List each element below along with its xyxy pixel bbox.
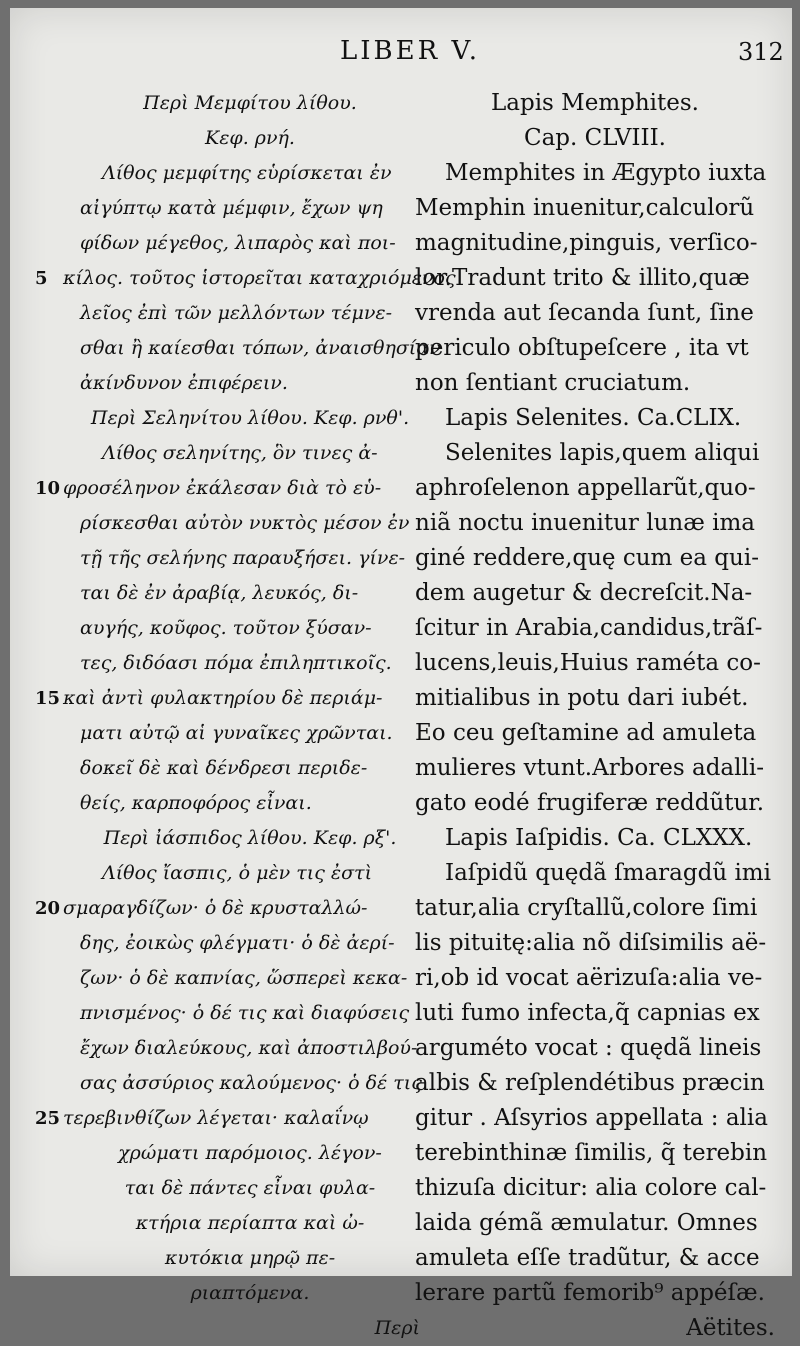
- text-line: Iaſpidũ quędã ſmaragdũ imi: [445, 860, 771, 886]
- text-line: χρώματι παρόμοιος. λέγον-: [118, 1142, 382, 1164]
- text-line: Selenites lapis,quem aliqui: [445, 440, 760, 466]
- book-page: [10, 8, 792, 1341]
- text-line: σθαι ἢ καίεσθαι τόπων, ἀναισθησίαν: [80, 337, 441, 359]
- text-line: πνισμένος· ὁ δέ τις καὶ διαφύσεις: [80, 1002, 410, 1024]
- text-line: 5 κίλος. τοῦτος ἱστορεῖται καταχριόμενος: [80, 261, 420, 296]
- chapter-number: Κεφ. ρνή.: [205, 127, 295, 149]
- greek-text-column: [35, 86, 456, 1346]
- text-line: giné reddere,quę cum ea qui-: [415, 545, 759, 571]
- text-line: niã noctu inuenitur lunæ ima: [415, 510, 756, 536]
- text-line: αυγής, κοῦφος. τοῦτον ξύσαν-: [80, 617, 372, 639]
- text-line: Λίθος μεμφίτης εὑρίσκεται ἐν: [102, 162, 392, 184]
- line-number: 15: [35, 688, 61, 709]
- text-line: δης, ἐοικὼς φλέγματι· ὁ δὲ ἀερί-: [80, 932, 395, 954]
- text-line: lerare partũ femorib⁹ appéſæ.: [415, 1280, 765, 1306]
- line-number: 20: [35, 898, 61, 919]
- line-number: 5: [35, 268, 48, 289]
- text-line: non ſentiant cruciatum.: [415, 370, 691, 396]
- text-line: 15 καὶ ἀντὶ φυλακτηρίου δὲ περιάμ-: [80, 681, 420, 716]
- section-heading: Περὶ Σεληνίτου λίθου. Κεφ. ρνθ'.: [90, 407, 410, 429]
- text-line: dem augetur & decreſcit.Na-: [415, 580, 753, 606]
- text-line: thizuſa dicitur: alia colore cal-: [415, 1175, 767, 1201]
- text-line: gitur . Aſsyrios appellata : alia: [415, 1105, 768, 1131]
- text-line: Memphites in Ægypto iuxta: [445, 160, 767, 186]
- line-number: 10: [35, 478, 61, 499]
- text-line: ριαπτόμενα.: [190, 1282, 310, 1304]
- chapter-number: Cap. CLVIII.: [524, 125, 666, 151]
- text-line: luti fumo infecta,q̃ capnias ex: [415, 1000, 760, 1026]
- text-line: ἀκίνδυνον ἐπιφέρειν.: [80, 372, 288, 394]
- text-line: Λίθος ἴασπις, ὁ μὲν τις ἐστὶ: [102, 862, 373, 884]
- catchword: Aëtites.: [686, 1315, 775, 1341]
- text-line: arguméto vocat : quędã lineis: [415, 1035, 762, 1061]
- text-line: lor.Tradunt trito & illito,quæ: [415, 265, 750, 291]
- text-line: αἰγύπτῳ κατὰ μέμφιν, ἔχων ψη: [80, 197, 383, 219]
- text-line: tatur,alia cryſtallũ,colore ſimi: [415, 895, 758, 921]
- text-line: σας ἀσσύριος καλούμενος· ὁ δέ τις: [80, 1072, 422, 1094]
- text-line: ἔχων διαλεύκους, καὶ ἀποστιλβού-: [80, 1037, 418, 1059]
- text-line: lis pituitę:alia nõ diſsimilis aë-: [415, 930, 767, 956]
- text-line: δοκεῖ δὲ καὶ δένδρεσι περιδε-: [80, 757, 368, 779]
- text-line: gato eodé frugiferæ reddũtur.: [415, 790, 765, 816]
- text-line: 20 σμαραγδίζων· ὁ δὲ κρυσταλλώ-: [80, 891, 420, 926]
- section-heading: Περὶ Μεμφίτου λίθου.: [143, 92, 357, 114]
- text-line: κυτόκια μηρῷ πε-: [164, 1247, 336, 1269]
- text-line: τῇ τῆς σελήνης παραυξήσει. γίνε-: [80, 547, 406, 569]
- text-line: ρίσκεσθαι αὐτὸν νυκτὸς μέσον ἐν: [80, 512, 410, 534]
- running-title: LIBER V.: [340, 36, 480, 66]
- text-line: magnitudine,pinguis, verſico-: [415, 230, 758, 256]
- text-line: τες, διδόασι πόμα ἐπιληπτικοῖς.: [80, 652, 392, 674]
- text-line: mitialibus in potu dari iubét.: [415, 685, 749, 711]
- text-line: ſcitur in Arabia,candidus,trãſ-: [415, 615, 763, 641]
- text-line: ζων· ὁ δὲ καπνίας, ὥσπερεὶ κεκα-: [80, 967, 408, 989]
- catchword: Περὶ: [374, 1317, 420, 1339]
- text-line: laida gémã æmulatur. Omnes: [415, 1210, 758, 1236]
- section-heading: Lapis Iaſpidis. Ca. CLXXX.: [445, 825, 753, 851]
- text-line: Memphin inuenitur,calculorũ: [415, 195, 755, 221]
- text-line: vrenda aut ſecanda ſunt, ſine: [415, 300, 754, 326]
- text-line: mulieres vtunt.Arbores adalli-: [415, 755, 764, 781]
- text-line: Eo ceu geſtamine ad amuleta: [415, 720, 757, 746]
- text-line: Λίθος σεληνίτης, ὃν τινες ἀ-: [102, 442, 378, 464]
- page-number: 312: [738, 38, 784, 66]
- text-line: φίδων μέγεθος, λιπαρὸς καὶ ποι-: [80, 232, 396, 254]
- text-line: 25 τερεβινθίζων λέγεται· καλαΐνῳ: [80, 1101, 420, 1136]
- section-heading: Lapis Memphites.: [490, 90, 699, 116]
- text-line: ri,ob id vocat aërizuſa:alia ve-: [415, 965, 763, 991]
- text-line: terebinthinæ ſimilis, q̃ terebin: [415, 1140, 768, 1166]
- text-line: ται δὲ ἐν ἀραβίᾳ, λευκός, δι-: [80, 582, 359, 604]
- text-line: κτήρια περίαπτα καὶ ὠ-: [135, 1212, 365, 1234]
- text-line: ματι αὐτῷ αἱ γυναῖκες χρῶνται.: [80, 722, 393, 744]
- line-number: 25: [35, 1108, 61, 1129]
- latin-text-column: [415, 86, 775, 1346]
- text-line: periculo obſtupeſcere , ita vt: [415, 335, 749, 361]
- text-line: aphroſelenon appellarũt,quo-: [415, 475, 756, 501]
- text-line: albis & reſplendétibus præcin: [415, 1070, 765, 1096]
- section-heading: Περὶ ἰάσπιδος λίθου. Κεφ. ρξ'.: [103, 827, 397, 849]
- text-line: ται δὲ πάντες εἶναι φυλα-: [124, 1177, 376, 1199]
- text-line: lucens,leuis,Huius raméta co-: [415, 650, 761, 676]
- text-line: 10 φροσέληνον ἐκάλεσαν διὰ τὸ εὑ-: [80, 471, 420, 506]
- text-line: amuleta eſſe tradũtur, & acce: [415, 1245, 760, 1271]
- text-line: θείς, καρποφόρος εἶναι.: [80, 792, 312, 814]
- text-line: λεῖος ἐπὶ τῶν μελλόντων τέμνε-: [80, 302, 393, 324]
- section-heading: Lapis Selenites. Ca.CLIX.: [445, 405, 742, 431]
